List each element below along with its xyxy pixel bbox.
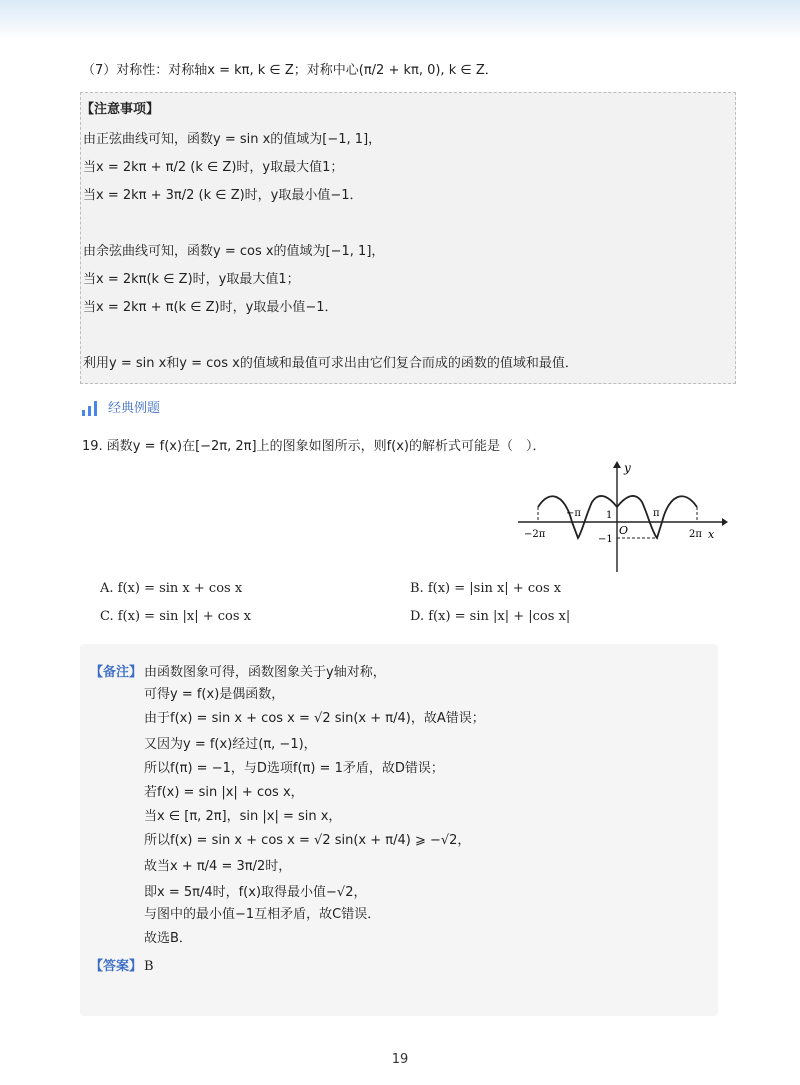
label-neg2pi: −2π bbox=[524, 529, 546, 540]
remark-line-6: 若f(x) = sin |x| + cos x， bbox=[144, 785, 304, 800]
note-title: 【注意事项】 bbox=[81, 102, 160, 117]
symmetry-property-line: （7）对称性：对称轴x = kπ, k ∈ Z；对称中心(π/2 + kπ, 0), k ∈ Z． bbox=[82, 63, 498, 78]
label-neg-one: −1 bbox=[598, 534, 613, 545]
note-line-4: 由余弦曲线可知，函数y = cos x的值域为[−1, 1]， bbox=[83, 244, 385, 259]
section-title: 经典例题 bbox=[108, 401, 161, 416]
question-text: 19. 函数y = f(x)在[−2π, 2π]上的图象如图所示，则f(x)的解析式可能是（ ）． bbox=[82, 439, 546, 454]
option-c: C. f(x) = sin |x| + cos x bbox=[100, 609, 252, 624]
option-b: B. f(x) = |sin x| + cos x bbox=[410, 581, 562, 596]
remark-line-7: 当x ∈ [π, 2π]，sin |x| = sin x， bbox=[144, 809, 342, 824]
note-box bbox=[80, 92, 736, 384]
remark-line-5: 所以f(π) = −1，与D选项f(π) = 1矛盾，故D错误； bbox=[144, 761, 444, 776]
remark-line-1: 由函数图象可得，函数图象关于y轴对称， bbox=[144, 665, 386, 680]
remark-line-4: 又因为y = f(x)经过(π, −1)， bbox=[144, 737, 317, 752]
remark-line-2: 可得y = f(x)是偶函数， bbox=[144, 687, 285, 702]
note-line-5: 当x = 2kπ(k ∈ Z)时，y取最大值1； bbox=[83, 272, 300, 287]
remark-label: 【备注】 bbox=[90, 665, 143, 680]
remark-line-3: 由于f(x) = sin x + cos x = √2 sin(x + π/4)，故A错误； bbox=[144, 711, 485, 726]
label-negpi: −π bbox=[566, 508, 581, 519]
top-gradient-band bbox=[0, 0, 800, 40]
note-line-1: 由正弦曲线可知，函数y = sin x的值域为[−1, 1]， bbox=[83, 132, 382, 147]
label-2pi: 2π bbox=[689, 529, 702, 540]
note-line-3: 当x = 2kπ + 3π/2 (k ∈ Z)时，y取最小值−1． bbox=[83, 188, 363, 203]
note-line-2: 当x = 2kπ + π/2 (k ∈ Z)时，y取最大值1； bbox=[83, 160, 344, 175]
remark-line-8: 所以f(x) = sin x + cos x = √2 sin(x + π/4) ⩾ −√2， bbox=[144, 833, 471, 848]
function-graph bbox=[510, 460, 730, 575]
answer-label: 【答案】 bbox=[90, 959, 143, 974]
option-d: D. f(x) = sin |x| + |cos x| bbox=[410, 609, 571, 624]
y-axis-arrow-icon bbox=[613, 461, 621, 468]
answer-value: B bbox=[144, 959, 154, 974]
remark-line-10: 即x = 5π/4时，f(x)取得最小值−√2， bbox=[144, 885, 367, 900]
page-number: 19 bbox=[391, 1052, 409, 1067]
remark-line-9: 故当x + π/4 = 3π/2时， bbox=[144, 859, 292, 874]
option-a: A. f(x) = sin x + cos x bbox=[100, 581, 243, 596]
label-y: y bbox=[624, 461, 631, 475]
note-line-6: 当x = 2kπ + π(k ∈ Z)时，y取最小值−1． bbox=[83, 300, 338, 315]
remark-line-12: 故选B． bbox=[144, 931, 192, 946]
remark-line-11: 与图中的最小值−1互相矛盾，故C错误． bbox=[144, 907, 381, 922]
note-line-7: 利用y = sin x和y = cos x的值域和最值可求出由它们复合而成的函数的值域和最值． bbox=[83, 356, 578, 371]
bar-chart-icon bbox=[82, 400, 100, 416]
label-origin: O bbox=[619, 524, 629, 537]
x-axis-arrow-icon bbox=[722, 518, 728, 526]
label-one: 1 bbox=[606, 510, 613, 521]
label-pi: π bbox=[653, 508, 660, 519]
remark-box bbox=[80, 644, 718, 1016]
label-x: x bbox=[708, 528, 715, 541]
